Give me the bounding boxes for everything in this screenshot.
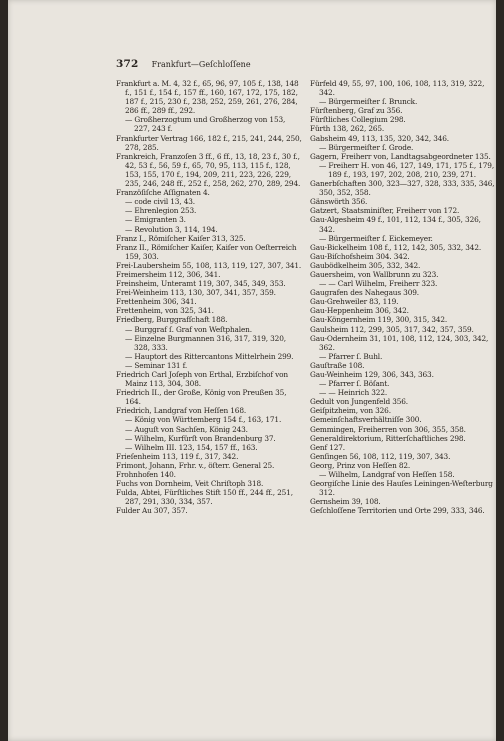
index-entry: Freinsheim, Unteramt 119, 307, 345, 349, 353. [116,279,286,289]
index-entry: Fürſtenberg, Graf zu 356. [310,106,403,116]
index-subentry: — Bürgermeiſter ſ. Eickemeyer. [319,233,433,243]
index-subentry: — Emigranten 3. [125,215,186,225]
index-subentry: — Ehrenlegion 253. [125,206,197,216]
index-subentry: — Bürgermeiſter ſ. Brunck. [319,97,418,107]
page-number: 372 [116,58,139,70]
index-subentry: — Freiherr H. von 46, 127, 149, 171, 175 f., 179, 189 f., 193, 197, 202, 208, 210, 239, 271. [319,160,494,179]
index-entry: Gemmingen, Freiherren von 306, 355, 358. [310,424,466,434]
index-entry: Friedberg, Burggrafſchaft 188. [116,315,228,325]
index-subentry: — Wilhelm, Kurfürſt von Brandenburg 37. [125,433,276,443]
index-entry: Friedrich, Landgraf von Heſſen 168. [116,406,247,416]
index-entry: Geſchloſſene Territorien und Orte 299, 333, 346. [310,506,485,516]
index-entry: Genf 127. [310,442,345,452]
index-subentry: — code civil 13, 43. [125,197,195,207]
index-subentry: — Bürgermeiſter ſ. Grode. [319,142,414,152]
index-entry: Frettenheim 306, 341. [116,297,197,307]
index-entry: Friedrich II., der Große, König von Preußen 35, 164. [116,388,287,407]
index-entry: Ganerbſchaften 300, 323—327, 328, 333, 335, 346, 350, 352, 358. [310,179,495,198]
index-entry: Friedrich Carl Joſeph von Erthal, Erzbiſchof von Mainz 113, 304, 308. [116,370,288,389]
index-subentry: — Burggraf ſ. Graf von Weſtphalen. [125,324,252,334]
index-entry: Georgiſche Linie des Hauſes Leiningen-Weſterburg 312. [310,479,493,498]
index-entry: Frei-Weinheim 113, 130, 307, 341, 357, 359. [116,288,276,298]
index-entry: Gau-Heppenheim 306, 342. [310,306,409,316]
index-entry: Generaldirektorium, Ritterſchaftliches 298. [310,433,466,443]
index-entry: Frankreich, Franzoſen 3 ff., 6 ff., 13, 18, 23 f., 30 f., 42, 53 f., 56, 59 f., 65, 70, 95, 113, 115 f., 128, 153, 155, 170 f., 194, 209, 211, 223, 226, 229, 235, 246, 248 ff., 252 f., 258, 262, 270, 289, 294. [116,151,301,189]
index-entry: Gatzert, Staatsminiſter, Freiherr von 172. [310,206,460,216]
index-entry: Gauersheim, von Wallbrunn zu 323. [310,269,439,279]
index-entry: Georg, Prinz von Heſſen 82. [310,460,411,470]
index-entry: Fürſtliches Collegium 298. [310,115,406,125]
index-entry: Gaubödkelheim 305, 332, 342. [310,260,421,270]
index-entry: Gabsheim 49, 113, 135, 320, 342, 346. [310,133,449,143]
index-subentry: — Wilhelm, Landgraf von Heſſen 158. [319,470,455,480]
index-entry: Gaugrafen des Nahegaus 309. [310,288,419,298]
index-column-left [116,79,302,516]
index-entry: Gau-Odernheim 31, 101, 108, 112, 124, 303, 342, 362. [310,333,489,352]
index-entry: Frei-Laubersheim 55, 108, 113, 119, 127, 307, 341. [116,260,302,270]
index-subentry: — — Heinrich 322. [319,388,388,398]
index-subentry: — Revolution 3, 114, 194. [125,224,218,234]
index-entry: Gau-Biſchofsheim 304. 342. [310,251,410,261]
index-entry: Fürth 138, 262, 265. [310,124,385,134]
index-subentry: — Hauptort des Rittercantons Mittelrhein 299. [125,351,294,361]
index-subentry: — — Carl Wilhelm, Freiherr 323. [319,279,438,289]
index-entry: Frankfurt a. M. 4, 32 f., 65, 96, 97, 105 f., 138, 148 f., 151 f., 154 f., 157 ff., 160, 167, 172, 175, 182, 187 f., 215, 230 f., 238, 252, 259, 261, 276, 284, 286 ff., 289 ff., 292. [116,79,299,116]
index-subentry: — Pfarrer ſ. Böſant. [319,379,390,389]
index-entry: Gau-Bickelheim 108 f., 112, 142, 305, 332, 342. [310,242,482,252]
book-page [8,0,496,741]
index-entry: Gernsheim 39, 108. [310,497,381,507]
index-subentry: — Seminar 131 f. [125,360,188,370]
index-entry: Gau-Algesheim 49 f., 101, 112, 134 f., 305, 326, 342. [310,215,481,234]
index-entry: Franzöſiſche Aſſignaten 4. [116,188,210,198]
index-entry: Gau-Weinheim 129, 306, 343, 363. [310,370,434,379]
index-entry: Freimersheim 112, 306, 341. [116,269,221,279]
index-subentry: — Einzelne Burgmannen 316, 317, 319, 320, 328, 333. [125,333,286,352]
index-entry: Frettenheim, von 325, 341. [116,306,214,316]
index-entry: Gagern, Freiherr von, Landtagsabgeordneter 135. [310,151,491,161]
index-subentry: — Auguſt von Sachſen, König 243. [125,424,248,434]
index-entry: Gauſtraße 108. [310,360,365,370]
index-entry: Gau-Köngernheim 119, 300, 315, 342. [310,315,448,325]
index-column-right [310,79,496,516]
index-entry: Fulder Au 307, 357. [116,506,188,516]
index-entry: Gedult von Jungenfeld 356. [310,397,408,407]
index-entry: Gau-Grehweiler 83, 119. [310,297,399,307]
index-entry: Genſingen 56, 108, 112, 119, 307, 343. [310,451,451,461]
running-title: Frankfurt—Geſchloſſene [151,60,251,69]
index-subentry: — Großherzogtum und Großherzog von 153, 227, 243 f. [125,115,286,134]
index-entry: Geiſpitzheim, von 326. [310,406,391,416]
index-entry: Gemeinſchaftsverhältniſſe 300. [310,415,422,425]
index-entry: Gänswörth 356. [310,197,368,207]
index-subentry: — Pfarrer ſ. Buhl. [319,351,383,361]
index-entry: Fuchs von Dornheim, Veit Chriſtoph 318. [116,479,264,489]
index-entry: Fulda, Abtei, Fürſtliches Stift 150 ff., 244 ff., 251, 287, 291, 330, 334, 357. [116,488,293,507]
index-subentry: — König von Württemberg 154 f., 163, 171. [125,415,282,425]
page-header [116,52,476,70]
index-entry: Frimont, Johann, Frhr. v., öſterr. General 25. [116,460,275,470]
index-entry: Fürfeld 49, 55, 97, 100, 106, 108, 113, 319, 322, 342. [310,79,485,98]
index-entry: Frieſenheim 113, 119 f., 317, 342. [116,451,239,461]
index-entry: Frohnhofen 140. [116,470,176,480]
index-entry: Franz II., Römiſcher Kaiſer, Kaiſer von Oeſterreich 159, 303. [116,242,297,261]
index-entry: Frankfurter Vertrag 166, 182 f., 215, 241, 244, 250, 278, 285. [116,133,302,152]
index-subentry: — Wilhelm III. 123, 154, 157 ff., 163. [125,442,258,452]
index-entry: Franz I., Römiſcher Kaiſer 313, 325. [116,233,246,243]
index-entry: Gaulsheim 112, 299, 305, 317, 342, 357, 359. [310,324,474,334]
